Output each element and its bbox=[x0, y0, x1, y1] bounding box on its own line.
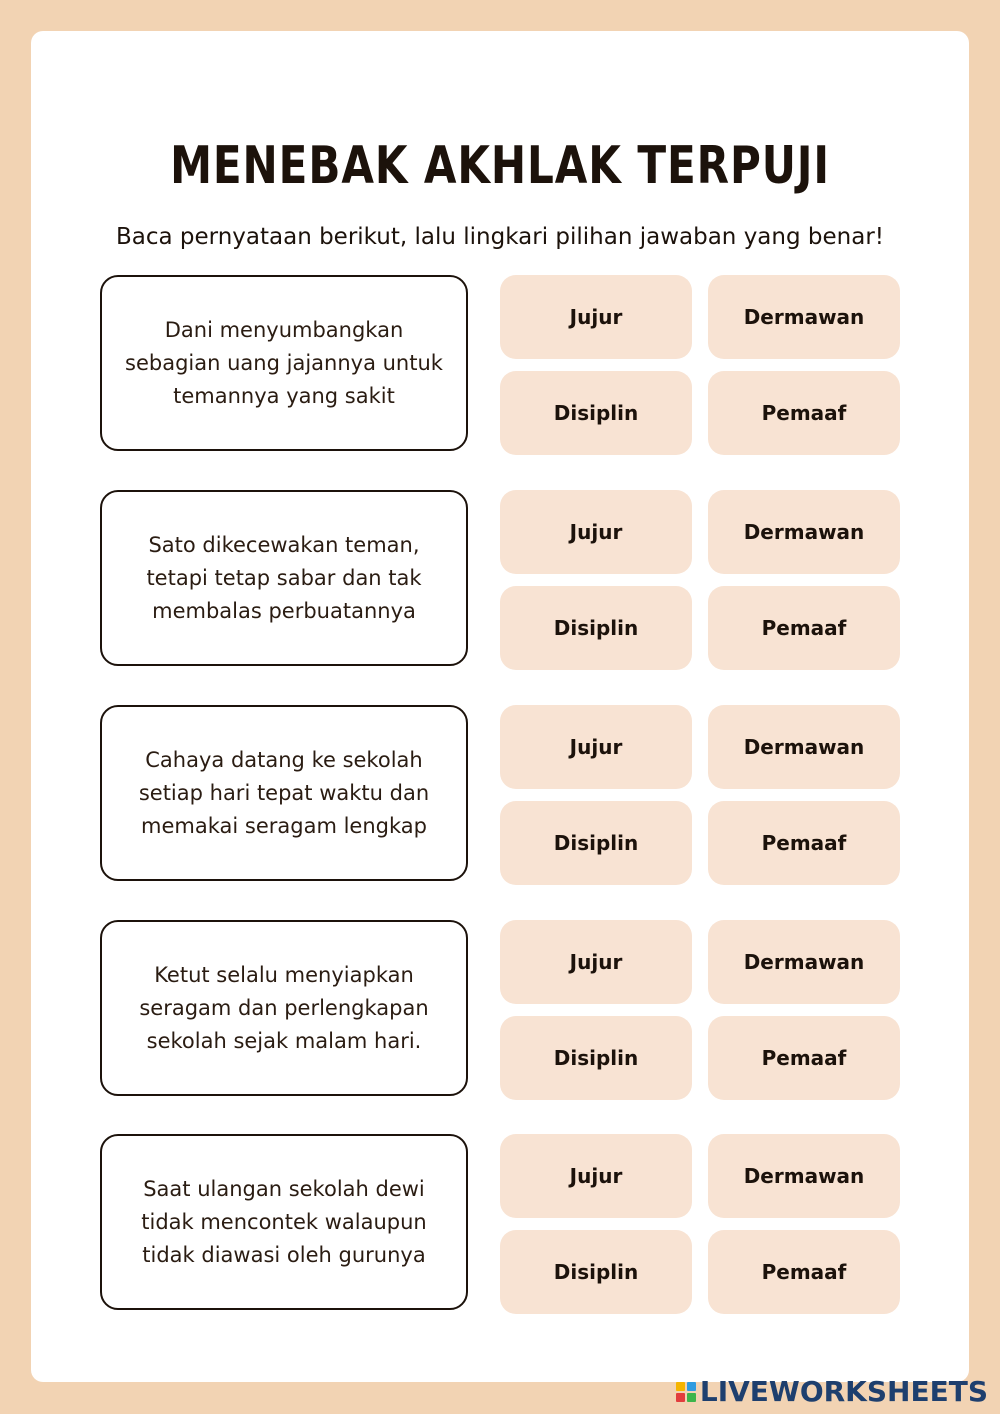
option-dermawan[interactable]: Dermawan bbox=[708, 705, 900, 789]
option-dermawan[interactable]: Dermawan bbox=[708, 920, 900, 1004]
question-card bbox=[100, 490, 468, 666]
option-jujur[interactable]: Jujur bbox=[500, 920, 692, 1004]
option-jujur[interactable]: Jujur bbox=[500, 1134, 692, 1218]
option-dermawan[interactable]: Dermawan bbox=[708, 275, 900, 359]
option-jujur[interactable]: Jujur bbox=[500, 490, 692, 574]
option-pemaaf[interactable]: Pemaaf bbox=[708, 1230, 900, 1314]
option-disiplin[interactable]: Disiplin bbox=[500, 1230, 692, 1314]
question-card bbox=[100, 920, 468, 1096]
question-card bbox=[100, 1134, 468, 1310]
option-disiplin[interactable]: Disiplin bbox=[500, 586, 692, 670]
option-disiplin[interactable]: Disiplin bbox=[500, 801, 692, 885]
liveworksheets-branding[interactable] bbox=[676, 1375, 988, 1408]
option-dermawan[interactable]: Dermawan bbox=[708, 490, 900, 574]
option-dermawan[interactable]: Dermawan bbox=[708, 1134, 900, 1218]
brand-text: LIVEWORKSHEETS bbox=[699, 1375, 988, 1408]
question-text: Sato dikecewakan teman, tetapi tetap sabar dan tak membalas perbuatannya bbox=[146, 532, 422, 623]
option-pemaaf[interactable]: Pemaaf bbox=[708, 801, 900, 885]
option-pemaaf[interactable]: Pemaaf bbox=[708, 586, 900, 670]
option-disiplin[interactable]: Disiplin bbox=[500, 371, 692, 455]
option-disiplin[interactable]: Disiplin bbox=[500, 1016, 692, 1100]
option-jujur[interactable]: Jujur bbox=[500, 275, 692, 359]
question-card bbox=[100, 275, 468, 451]
liveworksheets-logo-icon bbox=[676, 1382, 696, 1402]
option-pemaaf[interactable]: Pemaaf bbox=[708, 371, 900, 455]
option-pemaaf[interactable]: Pemaaf bbox=[708, 1016, 900, 1100]
option-jujur[interactable]: Jujur bbox=[500, 705, 692, 789]
question-text: Dani menyumbangkan sebagian uang jajannya untuk temannya yang sakit bbox=[125, 317, 443, 408]
question-card bbox=[100, 705, 468, 881]
page-title: MENEBAK AKHLAK TERPUJI bbox=[170, 136, 830, 196]
question-text: Ketut selalu menyiapkan seragam dan perlengkapan sekolah sejak malam hari. bbox=[139, 962, 429, 1053]
question-text: Cahaya datang ke sekolah setiap hari tepat waktu dan memakai seragam lengkap bbox=[138, 747, 430, 838]
question-text: Saat ulangan sekolah dewi tidak mencontek walaupun tidak diawasi oleh gurunya bbox=[141, 1176, 427, 1267]
instruction-text: Baca pernyataan berikut, lalu lingkari pilihan jawaban yang benar! bbox=[115, 224, 884, 250]
